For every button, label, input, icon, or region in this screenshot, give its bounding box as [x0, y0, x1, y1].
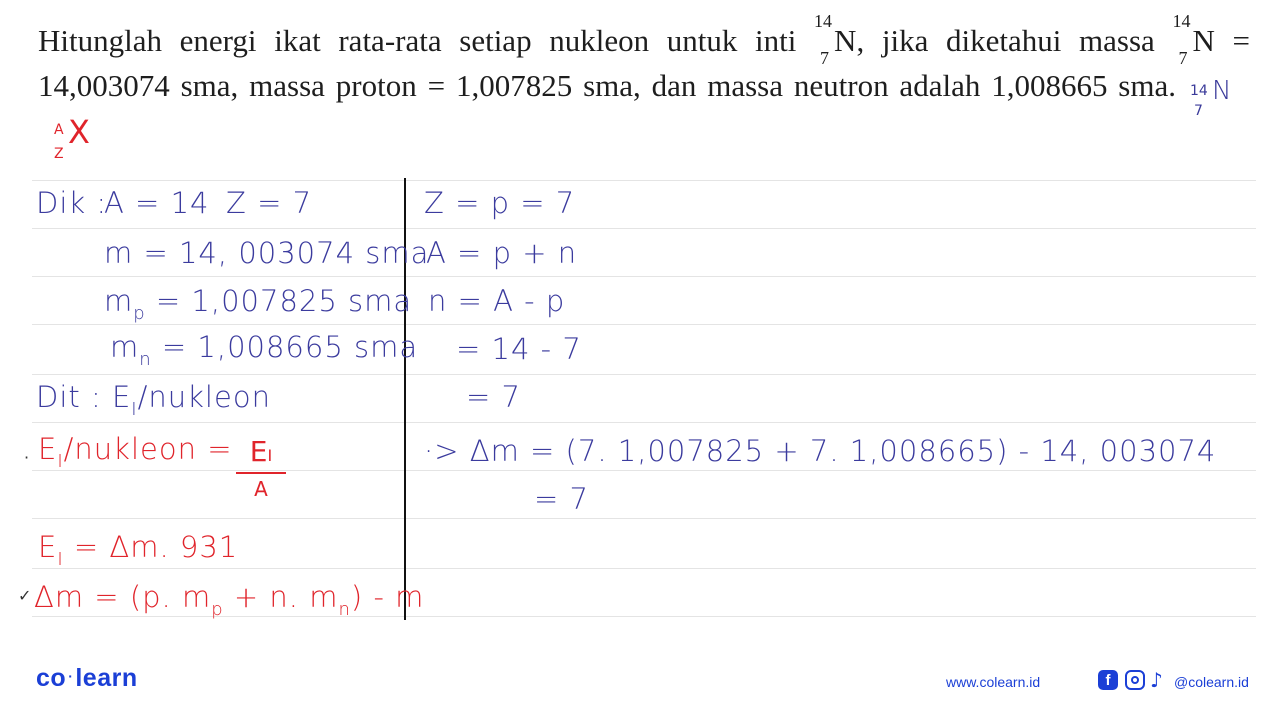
question-part2: , jika diketahui massa: [856, 23, 1173, 58]
question-text: [38, 11, 1250, 162]
nitrogen-isotope: 14 7 N: [814, 11, 857, 68]
proton-mass-line: $m_p = 1,007825$ sma: [104, 284, 413, 324]
ruled-line: [32, 276, 1256, 277]
dik-label: Dik :: [36, 186, 108, 220]
right-line-2: A = p + n: [426, 236, 578, 270]
ruled-line: [32, 568, 1256, 569]
dit-line: Dit : $E_I$/nukleon: [36, 380, 271, 420]
ruled-line: [32, 422, 1256, 423]
ei-formula: $E_I = \Delta m$. 931: [38, 530, 239, 570]
tiktok-icon[interactable]: ♪: [1150, 668, 1163, 692]
right-line-6: ·> Δm = (7. 1,007825 + 7. 1,008665) - 14, 003074: [424, 434, 1217, 468]
question-part1: Hitunglah energi ikat rata-rata setiap nukleon untuk inti: [38, 23, 815, 58]
fraction-denominator: A: [254, 477, 268, 501]
delta-m-formula: Δm = (p. $m_p + n$. $m_n$) - m: [34, 580, 425, 620]
ruled-line: [32, 470, 1256, 471]
dik-z: Z = 7: [226, 186, 313, 220]
bullet-mark: ·: [24, 448, 30, 467]
colearn-logo: co ·learn: [36, 664, 138, 692]
dik-a: A = 14: [104, 186, 210, 220]
ruled-line: [32, 518, 1256, 519]
right-line-3: n = A - p: [428, 284, 566, 318]
right-line-7: = 7: [534, 482, 589, 516]
handwritten-generic-nuclide: A Z X: [54, 113, 90, 162]
fraction-numerator: EI: [236, 436, 286, 474]
ruled-line: [32, 228, 1256, 229]
ruled-line: [32, 180, 1256, 181]
ruled-line: [32, 324, 1256, 325]
facebook-icon[interactable]: f: [1098, 670, 1118, 690]
instagram-icon[interactable]: [1125, 670, 1145, 690]
right-line-5: = 7: [466, 380, 521, 414]
right-line-4: = 14 - 7: [456, 332, 582, 366]
question-part3: = 14,003074 sma, massa proton = 1,007825 sma, dan massa neutron adalah 1,008665 sma.: [38, 23, 1250, 103]
fraction-ei-over-a: [236, 436, 286, 504]
mass-n-line: m = 14, 003074 sma: [104, 236, 430, 270]
nitrogen-isotope-2: 14 7 N: [1172, 11, 1215, 68]
social-handle[interactable]: @colearn.id: [1174, 674, 1249, 690]
check-mark-icon: ✓: [18, 586, 32, 605]
website-url[interactable]: www.colearn.id: [946, 674, 1041, 690]
ruled-line: [32, 374, 1256, 375]
handwritten-nitrogen: 14 7 N: [1190, 76, 1232, 119]
neutron-mass-line: $m_n = 1,008665$ sma: [110, 330, 419, 370]
right-line-1: Z = p = 7: [424, 186, 576, 220]
ei-per-nukleon: $E_I$/nukleon =: [38, 432, 233, 472]
